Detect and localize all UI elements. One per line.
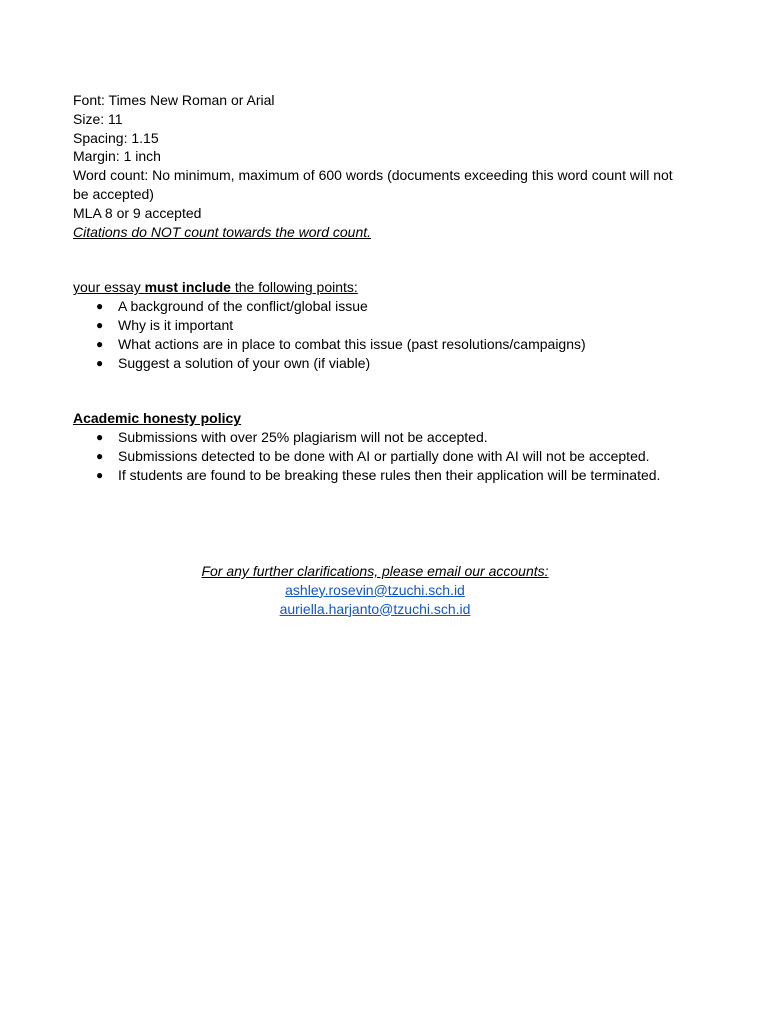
word-count-line-1: Word count: No minimum, maximum of 600 words (documents exceeding this word count will not — [73, 167, 673, 184]
essay-points-list — [73, 297, 683, 372]
spacer — [73, 372, 683, 409]
essay-intro-prefix: your essay — [73, 279, 145, 296]
list-item-text: If students are found to be breaking these rules then their application will be terminated. — [118, 466, 661, 483]
bullet-icon: ● — [96, 299, 104, 314]
list-item — [73, 466, 683, 485]
size-requirement: Size: 11 — [73, 110, 123, 127]
honesty-heading: Academic honesty policy — [73, 410, 242, 427]
contact-email-row — [0, 581, 750, 600]
contact-section — [0, 562, 750, 618]
list-item-text: What actions are in place to combat this issue (past resolutions/campaigns) — [118, 335, 586, 352]
honesty-list — [73, 428, 683, 484]
essay-intro-bold: must include — [144, 279, 231, 296]
list-item — [73, 316, 683, 335]
list-item-text: A background of the conflict/global issue — [118, 298, 368, 315]
mla-requirement: MLA 8 or 9 accepted — [73, 204, 202, 221]
list-item — [73, 335, 683, 354]
essay-points-intro — [73, 278, 683, 297]
word-count-requirement — [73, 166, 683, 204]
list-item-text: Submissions detected to be done with AI or partially done with AI will not be accepted. — [118, 447, 650, 464]
bullet-icon: ● — [96, 467, 104, 482]
margin-requirement: Margin: 1 inch — [73, 148, 161, 165]
font-requirement: Font: Times New Roman or Arial — [73, 92, 275, 108]
bullet-icon: ● — [96, 317, 104, 332]
bullet-icon: ● — [96, 448, 104, 463]
email-link-ashley[interactable]: ashley.rosevin@tzuchi.sch.id — [285, 581, 465, 598]
list-item — [73, 447, 683, 466]
essay-intro-suffix: the following points: — [230, 279, 358, 296]
bullet-icon: ● — [96, 430, 104, 445]
citations-note: Citations do NOT count towards the word count. — [73, 223, 372, 240]
word-count-line-2: be accepted) — [73, 185, 154, 202]
email-link-auriella[interactable]: auriella.harjanto@tzuchi.sch.id — [279, 600, 471, 617]
list-item-text: Submissions with over 25% plagiarism will not be accepted. — [118, 429, 488, 446]
contact-email-row — [0, 600, 750, 619]
list-item-text: Why is it important — [118, 316, 234, 333]
contact-prompt: For any further clarifications, please email our accounts: — [201, 563, 549, 579]
list-item — [73, 428, 683, 447]
list-item-text: Suggest a solution of your own (if viable) — [118, 354, 371, 371]
spacer — [73, 241, 683, 278]
list-item — [73, 354, 683, 373]
spacing-requirement: Spacing: 1.15 — [73, 129, 159, 146]
bullet-icon: ● — [96, 355, 104, 370]
document-body — [73, 91, 683, 485]
bullet-icon: ● — [96, 336, 104, 351]
list-item — [73, 297, 683, 316]
